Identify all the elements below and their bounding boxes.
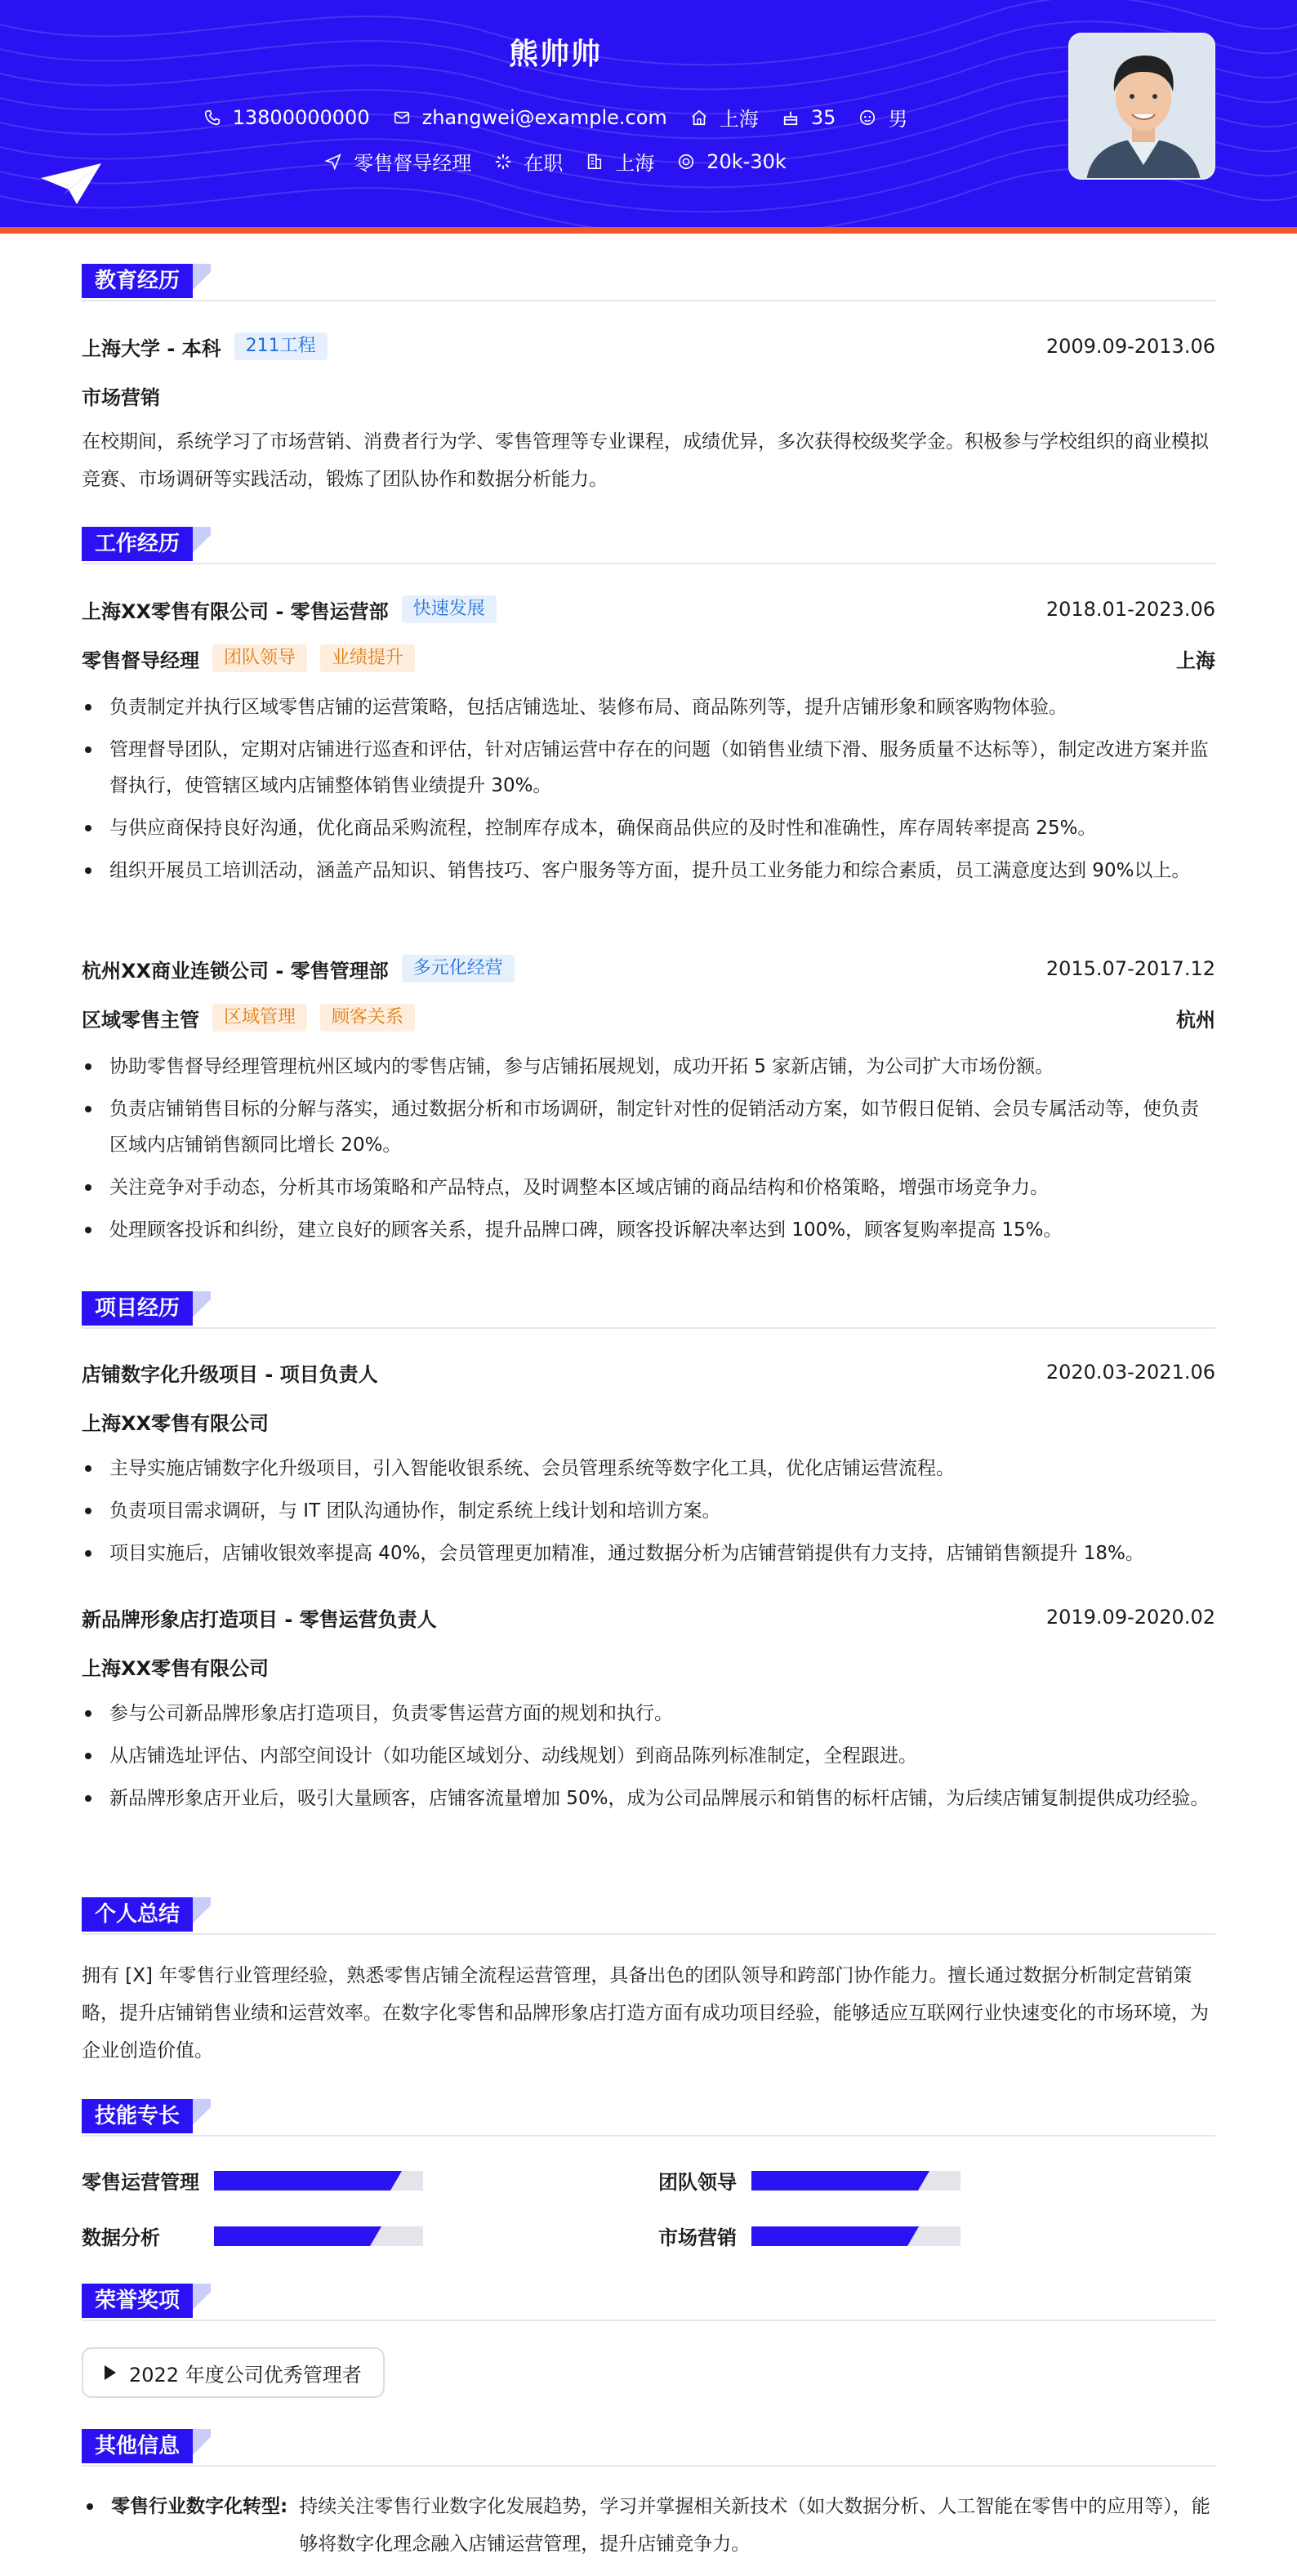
company-tag: 快速发展 [402, 595, 497, 623]
project-name: 店铺数字化升级项目 - 项目负责人 [82, 1362, 378, 1386]
job-role: 区域零售主管 [82, 1008, 199, 1032]
section-projects-title: 项目经历 [82, 1291, 211, 1326]
education-desc: 在校期间，系统学习了市场营销、消费者行为学、零售管理等专业课程，成绩优异，多次获得校级奖学金。积极参与学校组织的商业模拟竞赛、市场调研等实践活动，锻炼了团队协作和数据分析能力。 [82, 431, 1209, 490]
role-tag: 区域管理 [212, 1004, 307, 1032]
skill-name: 市场营销 [658, 2226, 737, 2249]
award-item [82, 2347, 385, 2398]
project-name: 新品牌形象店打造项目 - 零售运营负责人 [82, 1607, 437, 1631]
company-tag: 多元化经营 [402, 955, 515, 983]
person-icon [858, 109, 876, 127]
project-date: 2020.03-2021.06 [1045, 1361, 1215, 1384]
loading-icon [494, 153, 512, 171]
header-accent-stripe [0, 227, 1297, 234]
target-city-info [586, 147, 654, 176]
project-header [82, 1599, 1215, 1635]
job-city: 杭州 [1176, 1008, 1215, 1032]
summary-text: 拥有 [X] 年零售行业管理经验，熟悉零售店铺全流程运营管理，具备出色的团队领导和跨部门协作能力。擅长通过数据分析制定营销策略，提升店铺销售业绩和运营效率。在数字化零售和品牌形象店打造方面有成功项目经验，能够适应互联网行业快速变化的市场环境，为企业创造价值。 [82, 1965, 1209, 2061]
job-bullets [82, 689, 1215, 895]
phone-text: 13800000000 [232, 105, 370, 129]
skill-bar [214, 2171, 423, 2190]
divider [82, 1933, 1215, 1935]
project-date: 2019.09-2020.02 [1045, 1606, 1215, 1629]
building-icon [586, 153, 604, 171]
section-work-title: 工作经历 [82, 527, 211, 561]
skill-name: 零售运营管理 [82, 2171, 199, 2194]
job-intent-row [0, 147, 1111, 176]
major-row [82, 377, 1215, 413]
list-item: 管理督导团队，定期对店铺进行巡查和评估，针对店铺运营中存在的问题（如销售业绩下滑、服务质量不达标等），制定改进方案并监督执行，使管辖区域内店铺整体销售业绩提升 30%。 [82, 732, 1215, 804]
role-tag: 顾客关系 [320, 1004, 415, 1032]
status-text: 在职 [524, 152, 564, 175]
other-info-key: 零售行业数字化转型: [111, 2496, 288, 2517]
list-item: 负责项目需求调研，与 IT 团队沟通协作，制定系统上线计划和培训方案。 [82, 1493, 1215, 1529]
award-text: 2022 年度公司优秀管理者 [129, 2363, 362, 2387]
skill-name: 数据分析 [82, 2226, 160, 2249]
company-name: 上海XX零售有限公司 - 零售运营部 [82, 599, 389, 623]
divider [82, 1327, 1215, 1329]
divider [82, 2135, 1215, 2137]
list-item: 负责制定并执行区域零售店铺的运营策略，包括店铺选址、装修布局、商品陈列等，提升店铺形象和顾客购物体验。 [82, 689, 1215, 725]
email-info [393, 106, 667, 129]
project-org: 上海XX零售有限公司 [82, 1411, 270, 1435]
target-job-text: 零售督导经理 [354, 152, 472, 175]
section-education-title: 教育经历 [82, 264, 211, 298]
job-role-row [82, 640, 1215, 676]
list-item: 从店铺选址评估、内部空间设计（如功能区域划分、动线规划）到商品陈列标准制定，全程跟进。 [82, 1738, 1215, 1774]
other-info-text: 持续关注零售行业数字化发展趋势，学习并掌握相关新技术（如大数据分析、人工智能在零售中的应用等），能够将数字化理念融入店铺运营管理，提升店铺竞争力。 [299, 2496, 1210, 2555]
role-tag: 团队领导 [212, 644, 307, 672]
project-bullets [82, 1696, 1215, 1823]
cake-icon [782, 109, 800, 127]
home-icon [690, 109, 708, 127]
school-name: 上海大学 - 本科 [82, 336, 221, 360]
list-item: 项目实施后，店铺收银效率提高 40%，会员管理更加精准，通过数据分析为店铺营销提供有力支持，店铺销售额提升 18%。 [82, 1535, 1215, 1571]
status-info [494, 147, 563, 176]
contact-row [0, 103, 1111, 131]
list-item: 关注竞争对手动态，分析其市场策略和产品特点，及时调整本区域店铺的商品结构和价格策略，增强市场竞争力。 [82, 1170, 1215, 1206]
section-other-title: 其他信息 [82, 2429, 211, 2463]
job-role: 零售督导经理 [82, 648, 199, 672]
divider [82, 2320, 1215, 2321]
send-icon [324, 153, 342, 171]
skill-bar [751, 2226, 960, 2246]
paper-plane-icon [39, 160, 105, 209]
age-text: 35 [810, 105, 836, 129]
company-name: 杭州XX商业连锁公司 - 零售管理部 [82, 959, 389, 983]
other-info-item [82, 2488, 1215, 2563]
list-item: 协助零售督导经理管理杭州区域内的零售店铺，参与店铺拓展规划，成功开拓 5 家新店铺，为公司扩大市场份额。 [82, 1049, 1215, 1085]
gender-info [858, 103, 907, 131]
job-header [82, 951, 1215, 987]
gender-text: 男 [888, 108, 908, 131]
target-job-info [324, 147, 471, 176]
salary-text: 20k-30k [706, 149, 787, 173]
list-item: 参与公司新品牌形象店打造项目，负责零售运营方面的规划和执行。 [82, 1696, 1215, 1731]
divider [82, 563, 1215, 564]
profile-photo [1068, 33, 1215, 180]
education-date: 2009.09-2013.06 [1045, 335, 1215, 358]
play-icon [105, 2365, 116, 2380]
resume-header [0, 0, 1297, 227]
school-tag: 211工程 [234, 332, 328, 360]
age-info [782, 106, 836, 129]
major: 市场营销 [82, 386, 160, 409]
target-city-text: 上海 [615, 152, 655, 175]
list-item: 主导实施店铺数字化升级项目，引入智能收银系统、会员管理系统等数字化工具，优化店铺运营流程。 [82, 1451, 1215, 1486]
skill-item [658, 2166, 960, 2195]
coin-icon [677, 153, 695, 171]
section-summary-title: 个人总结 [82, 1897, 211, 1932]
job-role-row [82, 1000, 1215, 1036]
job-city: 上海 [1176, 648, 1215, 672]
skill-bar [751, 2171, 960, 2190]
location-text: 上海 [719, 108, 759, 131]
job-bullets [82, 1049, 1215, 1255]
location-info [690, 103, 759, 131]
salary-info [677, 150, 787, 173]
list-item: 处理顾客投诉和纠纷，建立良好的顾客关系，提升品牌口碑，顾客投诉解决率达到 100%，顾客复购率提高 15%。 [82, 1212, 1215, 1248]
skill-bar [214, 2226, 423, 2246]
list-item: 负责店铺销售目标的分解与落实，通过数据分析和市场调研，制定针对性的促销活动方案，如节假日促销、会员专属活动等，使负责区域内店铺销售额同比增长 20%。 [82, 1091, 1215, 1163]
skill-name: 团队领导 [658, 2171, 737, 2194]
project-header [82, 1354, 1215, 1390]
project-org: 上海XX零售有限公司 [82, 1656, 270, 1680]
skill-item [82, 2222, 423, 2250]
education-header [82, 328, 1215, 364]
list-item: 新品牌形象店开业后，吸引大量顾客，店铺客流量增加 50%，成为公司品牌展示和销售的标杆店铺，为后续店铺复制提供成功经验。 [82, 1780, 1215, 1816]
list-item: 组织开展员工培训活动，涵盖产品知识、销售技巧、客户服务等方面，提升员工业务能力和综合素质，员工满意度达到 90%以上。 [82, 853, 1215, 889]
phone-info [203, 106, 370, 129]
list-item: 与供应商保持良好沟通，优化商品采购流程，控制库存成本，确保商品供应的及时性和准确性，库存周转率提高 25%。 [82, 810, 1215, 846]
section-skills-title: 技能专长 [82, 2099, 211, 2133]
role-tag: 业绩提升 [320, 644, 415, 672]
phone-icon [203, 109, 221, 127]
job-date: 2015.07-2017.12 [1045, 957, 1215, 980]
skill-item [658, 2222, 960, 2250]
project-org-row [82, 1648, 1215, 1684]
project-bullets [82, 1451, 1215, 1578]
email-text: zhangwei@example.com [421, 105, 667, 129]
mail-icon [393, 109, 411, 127]
divider [82, 2465, 1215, 2467]
candidate-name: 熊帅帅 [508, 38, 602, 71]
job-date: 2018.01-2023.06 [1045, 598, 1215, 621]
section-awards-title: 荣誉奖项 [82, 2284, 211, 2318]
divider [82, 300, 1215, 301]
job-header [82, 591, 1215, 627]
skill-item [82, 2166, 423, 2195]
project-org-row [82, 1403, 1215, 1439]
